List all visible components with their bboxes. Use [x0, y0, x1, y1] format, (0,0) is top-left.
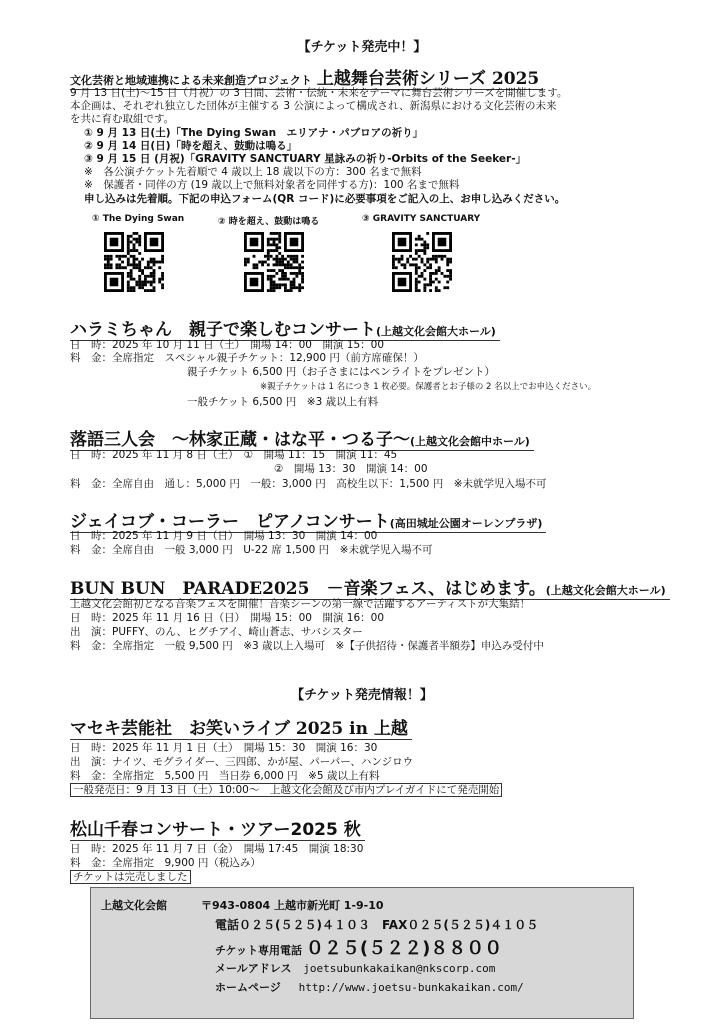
web-label: ホームページ: [215, 981, 281, 994]
rakugo-title-row: [70, 425, 534, 451]
bunbun-title: BUN BUN PARADE2025 －音楽フェス、はじめます。: [70, 579, 546, 599]
mail-label: メールアドレス: [215, 962, 292, 975]
qr-code-2[interactable]: [244, 232, 304, 292]
web-url[interactable]: http://www.joetsu-bunkakaikan.com/: [298, 981, 524, 994]
bunbun-title-row: [70, 574, 670, 600]
soldout-box: チケットは完売しました: [70, 870, 191, 884]
rakugo-venue: (上越文化会館中ホール): [410, 435, 530, 448]
rakugo-date-2: ② 開場 13：30 開演 14：00: [274, 463, 428, 475]
bunbun-date: 日 時：2025 年 11 月 16 日（日） 開場 15：00 開演 16：00: [70, 612, 384, 624]
contact-address: 〒943-0804 上越市新光町 1-9-10: [201, 899, 384, 912]
on-sale-heading: 【チケット発売中！】: [297, 40, 427, 55]
qr-code-3[interactable]: [392, 232, 452, 292]
ticket-phone-row: [215, 934, 502, 960]
contact-box: [90, 887, 634, 1019]
ticket-phone-label: チケット専用電話: [215, 944, 303, 957]
ticket-phone-number: ０２５(５２２)８８００: [305, 938, 503, 959]
bunbun-desc: 上越文化会館初となる音楽フェスを開催！音楽シーンの第一線で活躍するアーティストが大集結！: [70, 598, 531, 610]
maseki-sale: [70, 784, 502, 797]
bunbun-venue: (上越文化会館大ホール): [545, 584, 666, 597]
piano-date: 日 時：2025 年 11 月 9 日（日） 開場 13：30 開演 14：00: [70, 530, 378, 542]
piano-price: 料 金：全席自由 一般 3,000 円 U-22 席 1,500 円 ※未就学児入場不可: [70, 544, 433, 556]
qr-label-2: ② 時を超え、鼓動は鳴る: [218, 217, 320, 227]
series-apply: 申し込みは先着順。下記の申込フォーム(QR コード)に必要事項をご記入の上、お申し込みください。: [84, 193, 566, 205]
series-intro-3: を共に育む取組です。: [70, 113, 175, 125]
harami-date: 日 時：2025 年 10 月 11 日（土） 開場 14：00 開演 15：00: [70, 339, 384, 351]
harami-price-1: 料 金：全席指定 スペシャル親子チケット：12,900 円（前方席確保！）: [70, 352, 424, 364]
qr-label-1: ① The Dying Swan: [92, 214, 185, 224]
series-intro-1: 9 月 13 日(土)～15 日（月祝）の 3 日間、芸術・伝統・未来をテーマに舞台芸術シリーズを開催します。: [70, 87, 568, 99]
harami-title-row: [70, 315, 500, 341]
maseki-date: 日 時：2025 年 11 月 1 日（土） 開場 15：30 開演 16：30: [70, 742, 378, 754]
maseki-sale-box: 一般発売日：9 月 13 日（土）10:00～ 上越文化会館及び市内プレイガイドにて発売開始: [70, 783, 502, 797]
rakugo-date-1: 日 時：2025 年 11 月 8 日（土） ① 開場 11：15 開演 11：45: [70, 449, 398, 461]
maseki-title-row: [70, 714, 412, 740]
matsuyama-title-row: [70, 815, 365, 841]
rakugo-price: 料 金：全席自由 通し：5,000 円 一般：3,000 円 高校生以下：1,500 円 ※未就学児入場不可: [70, 478, 547, 490]
harami-note: ※親子チケットは 1 名につき 1 枚必要。保護者とお子様の 2 名以上でお申込ください。: [260, 382, 597, 392]
bunbun-cast: 出 演：PUFFY、のん、ヒグチアイ、崎山蒼志、サバシスター: [70, 626, 363, 638]
harami-title: ハラミちゃん 親子で楽しむコンサート: [70, 320, 376, 340]
mail-row: [215, 960, 495, 976]
matsuyama-date: 日 時：2025 年 11 月 7 日（金） 開場 17:45 開演 18:30: [70, 843, 364, 855]
series-title: 上越舞台芸術シリーズ 2025: [316, 69, 540, 89]
maseki-cast: 出 演：ナイツ、モグライダー、三四郎、かが屋、パーパー、ハンジロウ: [70, 756, 414, 768]
harami-price-2: 親子チケット 6,500 円（お子さまにはペンライトをプレゼント）: [187, 366, 496, 378]
project-label: 文化芸術と地域連携による未来創造プロジェクト: [70, 74, 312, 87]
bunbun-price: 料 金：全席指定 一般 9,500 円 ※3 歳以上入場可 ※【子供招待・保護者半額券】申込み受付中: [70, 640, 544, 652]
qr-label-3: ③ GRAVITY SANCTUARY: [362, 214, 481, 224]
matsuyama-soldout: [70, 871, 191, 884]
harami-price-3: 一般チケット 6,500 円 ※3 歳以上有料: [187, 396, 379, 408]
series-note-2: ※ 保護者・同伴の方 (19 歳以上で無料対象者を同伴する方)：100 名まで無料: [84, 179, 460, 191]
harami-venue: (上越文化会館大ホール): [376, 325, 496, 338]
matsuyama-title: 松山千春コンサート・ツアー2025 秋: [70, 820, 361, 840]
series-item-3: ③ 9 月 15 日 (月祝)「GRAVITY SANCTUARY 星詠みの祈り-Orbits of the Seeker-」: [84, 153, 527, 165]
series-note-1: ※ 各公演チケット先着順で 4 歳以上 18 歳以下の方：300 名まで無料: [84, 166, 422, 178]
contact-name: 上越文化会館: [101, 899, 167, 912]
series-intro-2: 本企画は、それぞれ独立した団体が主催する 3 公演によって構成され、新潟県における文化芸術の未来: [70, 100, 557, 112]
ticket-info-heading: 【チケット発売情報！】: [291, 688, 433, 703]
piano-title: ジェイコブ・コーラー ピアノコンサート: [70, 512, 390, 532]
maseki-title: マセキ芸能社 お笑いライブ 2025 in 上越: [70, 719, 408, 739]
series-item-1: ① 9 月 13 日(土)「The Dying Swan エリアナ・パブロアの祈り」: [84, 127, 424, 139]
mail-address[interactable]: joetsubunkakaikan@nkscorp.com: [303, 962, 496, 975]
qr-code-1[interactable]: [104, 232, 164, 292]
rakugo-title: 落語三人会 ～林家正蔵・はな平・つる子～: [70, 430, 410, 450]
contact-phone: 電話０２５(５２５)４１０３ FAX０２５(５２５)４１０５: [215, 918, 539, 932]
matsuyama-price: 料 金：全席指定 9,900 円（税込み）: [70, 857, 261, 869]
piano-venue: (高田城址公園オーレンプラザ): [389, 517, 543, 530]
web-row: [215, 979, 524, 995]
maseki-price: 料 金：全席指定 5,500 円 当日券 6,000 円 ※5 歳以上有料: [70, 770, 380, 782]
series-item-2: ② 9 月 14 日(日)「時を超え、鼓動は鳴る」: [84, 140, 298, 152]
